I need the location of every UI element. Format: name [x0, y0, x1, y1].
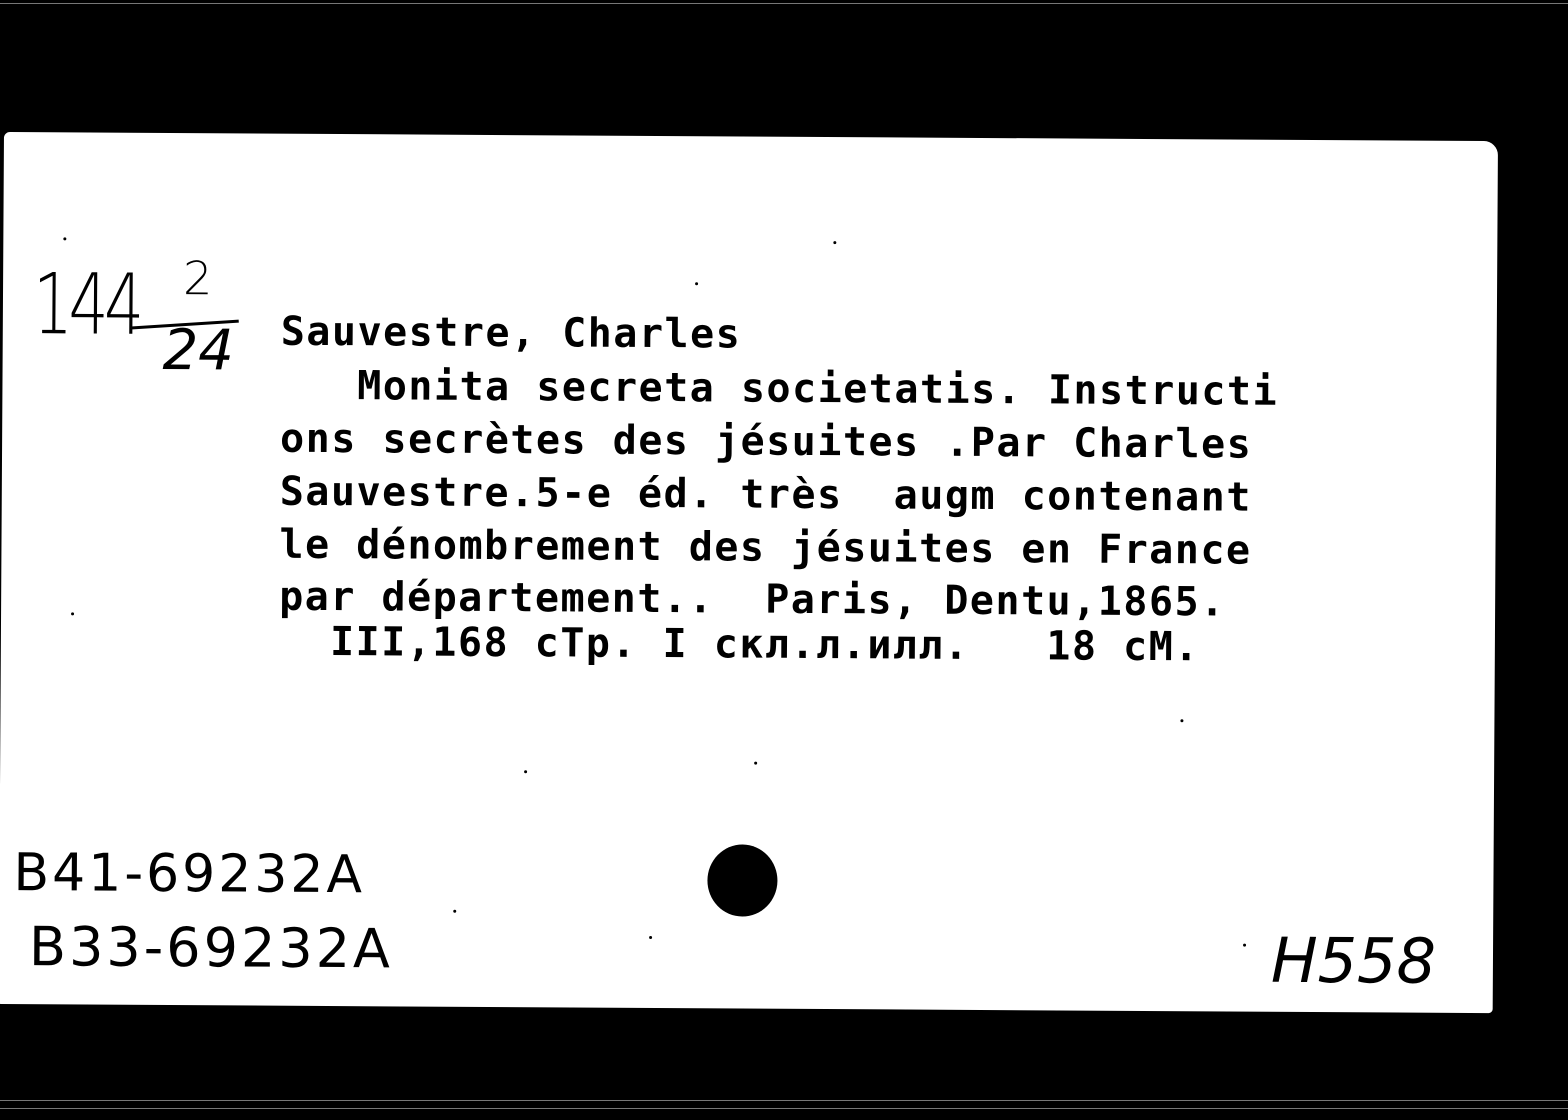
- library-catalog-card: [0, 132, 1498, 1013]
- inventory-number-2: B33-69232A: [28, 915, 394, 981]
- author-heading: Sauvestre, Charles: [280, 308, 742, 358]
- speck: [63, 237, 66, 240]
- shelfmark-denominator: 24: [162, 317, 235, 384]
- top-border-line: [0, 3, 1568, 4]
- shelfmark-numerator: 2: [182, 251, 213, 306]
- punch-hole: [707, 844, 777, 916]
- speck: [695, 282, 698, 285]
- inventory-number-1: B41-69232A: [13, 843, 366, 906]
- bottom-border-line-2: [0, 1108, 1568, 1109]
- title-line-2: ons secrètes des jésuites .Par Charles: [279, 415, 1253, 468]
- speck: [754, 762, 757, 765]
- speck: [524, 770, 527, 773]
- shelfmark-number: 144: [32, 255, 141, 354]
- speck: [71, 612, 74, 615]
- title-line-4: le dénombrement des jésuites en France: [279, 521, 1252, 574]
- speck: [453, 910, 456, 913]
- speck: [1180, 719, 1183, 722]
- speck: [1243, 944, 1246, 947]
- collation-line: III,168 cTp. I cкл.л.илл. 18 cM.: [278, 618, 1200, 671]
- title-line-1: Monita secreta societatis. Instructi: [280, 362, 1279, 415]
- speck: [833, 241, 836, 244]
- bottom-border-line: [0, 1100, 1568, 1101]
- title-line-5: par département.. Paris, Dentu,1865.: [279, 573, 1226, 626]
- speck: [649, 936, 652, 939]
- title-line-3: Sauvestre.5-e éd. très augm contenant: [279, 468, 1253, 521]
- call-number: H558: [1270, 923, 1437, 998]
